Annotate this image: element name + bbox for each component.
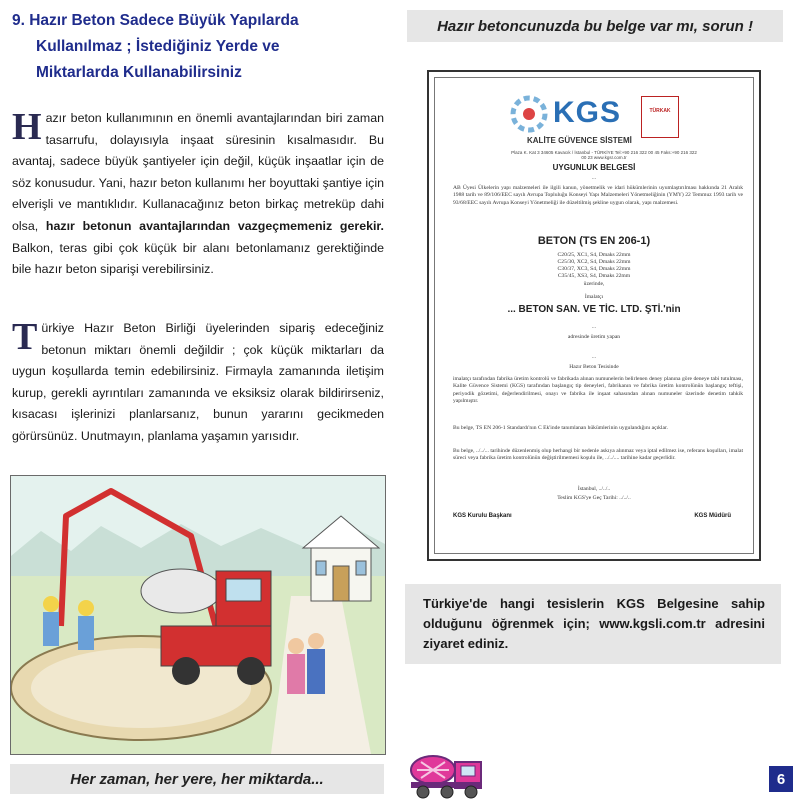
cert-imalatci: İmalatçı bbox=[584, 294, 604, 300]
heading-line-1: 9. Hazır Beton Sadece Büyük Yapılarda bbox=[12, 12, 299, 29]
slogan-top-right: Hazır betoncunuzda bu belge var mı, sorun ! bbox=[407, 10, 783, 42]
cert-sign-left: KGS Kurulu Başkanı bbox=[453, 513, 512, 519]
kgs-emblem-icon bbox=[509, 94, 549, 134]
cert-sign-right: KGS Müdürü bbox=[694, 513, 731, 519]
heading-line-3: Miktarlarda Kullanabilirsiniz bbox=[36, 64, 242, 81]
page-number: 6 bbox=[769, 766, 793, 792]
certificate-frame bbox=[434, 77, 754, 554]
cert-class-4: C35/45, XS3, S4, Dmaks 22mm bbox=[557, 273, 631, 279]
dropcap-h: H bbox=[12, 106, 42, 148]
kgs-subtitle: KALİTE GÜVENCE SİSTEMİ bbox=[527, 136, 632, 145]
paragraph-1-text-b: Balkon, teras gibi çok küçük bir alanı betonlamanız gerektiğinde bile hazır beton siparişi verebilirsiniz. bbox=[12, 240, 384, 277]
certificate-title: UYGUNLUK BELGESİ bbox=[552, 163, 636, 172]
cert-body-1: imalatçı tarafından fabrika üretim kontrolü ve fabrikada alınan numunelerin belirlenen deney planına göre deneye tabi tutulması, Kalite Güvence Sistemi (KGS) tarafından başlangıç tip deneyleri, fabrikanın ve fabrika üretim kontrolünün başlangıç teftişi, periyodik gözetimi, değerlendirilmesi, onayı ve fabrika ile inşaat sahasından alınan numuneler üzerinde denetim tahkik yapılmıştır. bbox=[453, 376, 743, 405]
paragraph-1-text-a: azır beton kullanımının en önemli avantajlarından biri zaman tasarrufu, dolayısıyla inşaat süresinin kısalmasıdır. Bu avantaj, sadece büyük şantiyeler için değil, küçük inşaatlar için de söz konusudur. Yani, hazır beton kullanımı her boyuttaki şantiye için elverişli ve mantıklıdır. Kullanacağınız beton birkaç metreküp dahi olsa, bbox=[12, 111, 384, 233]
cert-body-2: Bu belge, TS EN 206-1 Standardı'nın C Ek'inde tanımlanan hükümlerinin uygulandığını açıklar. bbox=[453, 425, 668, 431]
cert-dots-2: ... bbox=[591, 324, 597, 330]
mixer-truck-icon bbox=[407, 748, 489, 800]
cert-intro: AB Üyesi Ülkelerin yapı malzemeleri ile ilgili kanun, yönetmelik ve idari hükümlerinin uyumlaştırılması hakkında 21 Aralık 1988 tarih ve 89/106/EEC sayılı Avrupa Topluluğu Konseyi Yapı Malzemeleri Yönetmeliğinin (YMY) 22 Temmuz 1993 tarih ve 93/68/EEC sayılı Avrupa Konseyi Yönetmeliği ile düzeltilmiş şekline uygun olarak, yapı malzemesi. bbox=[453, 185, 743, 206]
kgs-address: Plaza K. Kat 3 34605 Kavacık / İstanbul - TÜRKİYE Tel:+90 216 322 00 45 Faks:+90 216 322 00 23 www.kgsr.com.tr bbox=[511, 150, 697, 160]
cert-adresinde: adresinde üretim yapan bbox=[567, 334, 621, 340]
dropcap-t: T bbox=[12, 316, 38, 358]
cert-class-3: C30/37, XC3, S4, Dmaks 22mm bbox=[557, 266, 631, 272]
cert-place: İstanbul, ../../.. bbox=[577, 486, 611, 492]
illustration-image bbox=[11, 476, 385, 754]
paragraph-2 bbox=[12, 318, 384, 448]
kgs-certificate bbox=[427, 70, 761, 561]
cert-class-2: C25/30, XC2, S4, Dmaks 22mm bbox=[557, 259, 631, 265]
info-box: Türkiye'de hangi tesislerin KGS Belgesine sahip olduğunu öğrenmek için; www.kgsli.com.tr adresini ziyaret ediniz. bbox=[405, 584, 781, 664]
slogan-bottom-left: Her zaman, her yere, her miktarda... bbox=[10, 764, 384, 794]
cert-company: ... BETON SAN. VE TİC. LTD. ŞTİ.'nin bbox=[507, 304, 681, 315]
paragraph-2-text: ürkiye Hazır Beton Birliği üyelerinden sipariş edeceğiniz betonun miktarı önemli değildir ; çok küçük miktarları da uygun koşullarda temin edebilirsiniz. Firmayla zamanında iletişim kurup, gerekli ayrıntıları zamanında ve eksiksiz olarak bildirirseniz, kısacası işlerinizi planlarsanız, bunun yararını gecikmeden görürsünüz. Unutmayın, planlama yaşamın yarısıdır. bbox=[12, 321, 384, 443]
cert-class-1: C20/25, XC1, S4, Dmaks 22mm bbox=[557, 252, 631, 258]
kgs-logo: KGS bbox=[553, 96, 622, 129]
turkak-badge bbox=[641, 96, 679, 138]
cert-dots-3: ... bbox=[591, 354, 597, 360]
cert-body-3: Bu belge, ../../... tarihinde düzenlenmiş olup herhangi bir nedenle askıya alınmaz veya iptal edilmez ise, referans koşulları, imalat süreci veya fabrika üretim kontrolünün değiştirilmemesi koşulu ile, ../../.... tarihine kadar geçerlidir. bbox=[453, 448, 743, 462]
turkak-label: TÜRKAK bbox=[649, 108, 671, 114]
construction-illustration bbox=[10, 475, 386, 755]
section-heading bbox=[12, 8, 382, 86]
cert-uzerinde: üzerinde, bbox=[583, 281, 605, 287]
cert-standard: BETON (TS EN 206-1) bbox=[537, 235, 651, 247]
cert-dots-1: ... bbox=[591, 175, 597, 181]
paragraph-1 bbox=[12, 108, 384, 281]
cert-date-line: Teslim KGS'ye Geç Tarihi: ../../.. bbox=[557, 495, 631, 501]
paragraph-1-bold: hazır betonun avantajlarından vazgeçmemeniz gerekir. bbox=[45, 218, 384, 233]
cert-tesis: Hazır Beton Tesisinde bbox=[569, 364, 619, 370]
heading-line-2: Kullanılmaz ; İstediğiniz Yerde ve bbox=[36, 38, 280, 55]
